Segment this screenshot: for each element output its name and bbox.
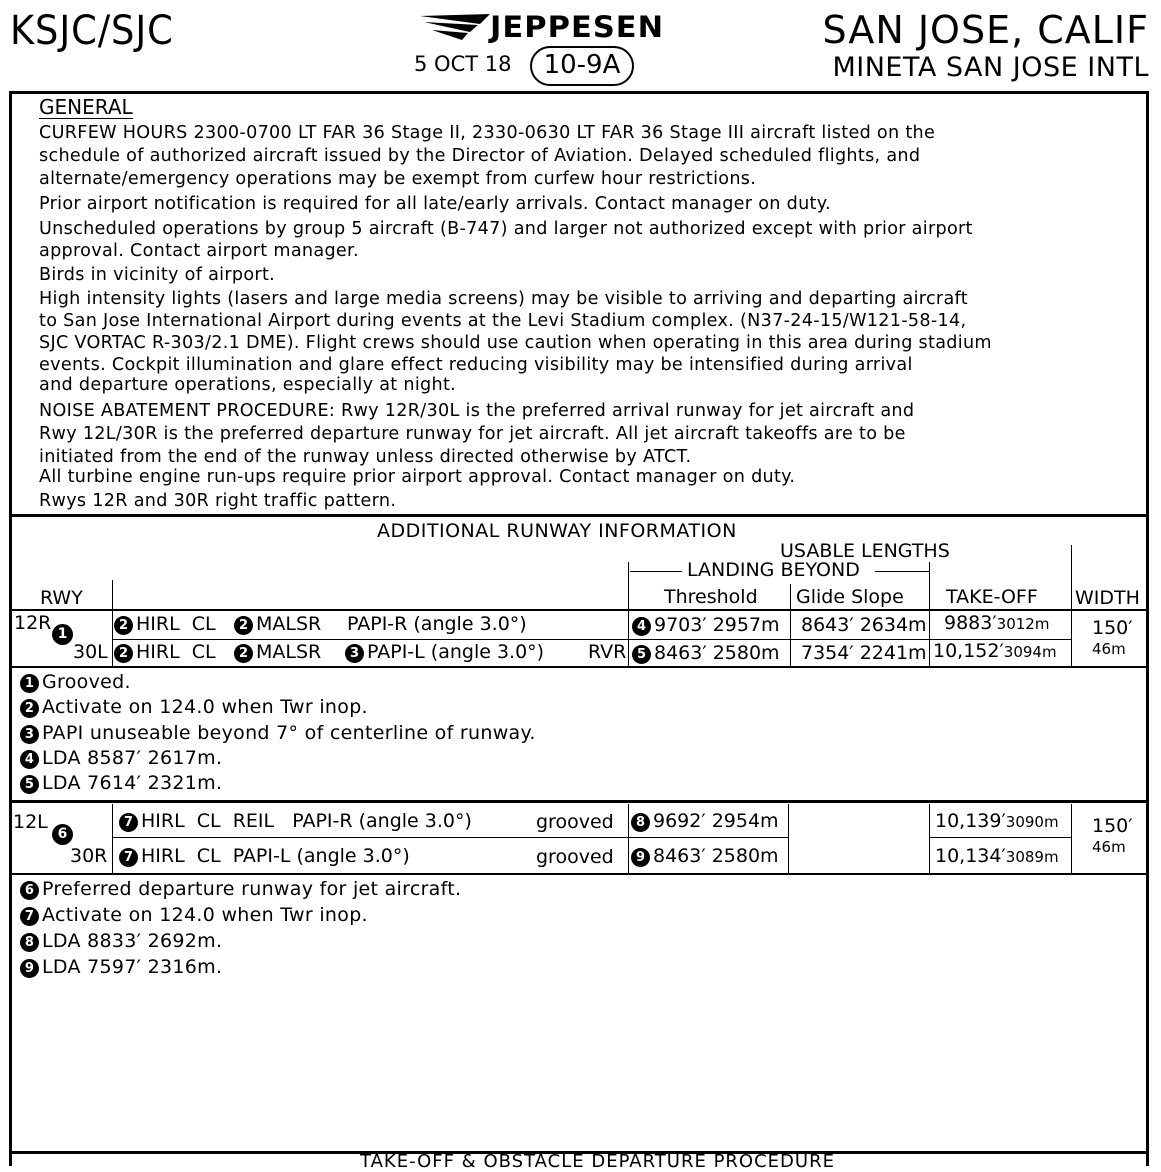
takeoff-m: 3089m — [1005, 848, 1059, 866]
general-line: alternate/emergency operations may be exempt from curfew hour restrictions. — [39, 169, 757, 189]
rwy-12r: 12R — [14, 612, 52, 634]
section-divider — [9, 514, 1149, 517]
general-line: NOISE ABATEMENT PROCEDURE: Rwy 12R/30L is the preferred arrival runway for jet aircraft and — [39, 401, 915, 421]
col-takeoff: TAKE-OFF — [946, 586, 1038, 608]
general-line: and departure operations, especially at night. — [39, 375, 457, 395]
footer-partial-title: TAKE-OFF & OBSTACLE DEPARTURE PROCEDURE — [360, 1151, 835, 1172]
takeoff-m: 3090m — [1005, 813, 1059, 831]
note-item — [20, 877, 461, 901]
lighting-row — [119, 810, 472, 832]
general-line: events. Cockpit illumination and glare effect reducing visibility may be intensified during arrival — [39, 355, 913, 375]
grid-line — [1071, 804, 1072, 874]
note-marker: 7 — [119, 848, 138, 867]
note-marker: 1 — [20, 674, 39, 693]
grid-line — [628, 610, 629, 666]
surface-text: grooved — [536, 846, 614, 868]
takeoff-m: 3094m — [1003, 643, 1057, 661]
grid-line — [9, 666, 1149, 668]
airport-ident: KSJC/SJC — [10, 8, 174, 54]
general-line: Rwy 12L/30R is the preferred departure runway for jet aircraft. All jet aircraft takeoffs are to be — [39, 424, 906, 444]
lighting-row — [114, 641, 216, 663]
note-marker: 8 — [631, 813, 650, 832]
threshold-text: 8463′ 2580m — [653, 845, 779, 867]
section-divider — [9, 800, 1149, 803]
usable-lengths-label: USABLE LENGTHS — [780, 540, 950, 562]
papi-row — [345, 641, 544, 663]
threshold-value — [632, 642, 780, 664]
takeoff-ft: 10,134′ — [935, 845, 1006, 867]
lights-text: HIRL CL — [136, 613, 216, 635]
approach-text: MALSR — [256, 641, 322, 663]
rwy-30l: 30L — [73, 641, 108, 663]
note-marker: 6 — [20, 881, 39, 900]
note-text: LDA 7614′ 2321m. — [42, 772, 223, 794]
note-text: Activate on 124.0 when Twr inop. — [42, 696, 368, 718]
note-marker: 2 — [114, 616, 133, 635]
general-line: schedule of authorized aircraft issued by the Director of Aviation. Delayed scheduled flights, and — [39, 146, 921, 166]
grid-line — [1071, 545, 1072, 610]
general-line: SJC VORTAC R-303/2.1 DME). Flight crews should use caution when operating in this area during stadium — [39, 333, 992, 353]
threshold-text: 8463′ 2580m — [654, 642, 780, 664]
takeoff-m: 3012m — [996, 615, 1050, 633]
note-marker: 7 — [20, 907, 39, 926]
takeoff-value — [944, 612, 1049, 634]
general-line: CURFEW HOURS 2300-0700 LT FAR 36 Stage II, 2330-0630 LT FAR 36 Stage III aircraft listed on the — [39, 123, 936, 143]
chart-number: 10-9A — [530, 46, 634, 86]
jeppesen-logo — [420, 10, 680, 44]
grid-line — [788, 804, 789, 874]
note-item — [20, 929, 222, 953]
note-item — [20, 955, 222, 979]
general-line: High intensity lights (lasers and large media screens) may be visible to arriving and departing aircraft — [39, 289, 968, 309]
note-marker: 3 — [345, 644, 364, 663]
grid-line — [9, 873, 1149, 875]
threshold-value — [631, 810, 779, 832]
approach-text: MALSR — [256, 613, 322, 635]
grid-line — [112, 639, 1071, 640]
grid-line — [929, 804, 930, 874]
note-text: LDA 7597′ 2316m. — [42, 956, 223, 978]
width-ft: 150′ — [1092, 617, 1133, 639]
note-item — [20, 721, 536, 745]
note-item — [20, 670, 131, 694]
grid-line — [112, 580, 113, 610]
note-item — [20, 695, 368, 719]
lights-text: HIRL CL PAPI-L (angle 3.0°) — [141, 845, 410, 867]
general-line: Unscheduled operations by group 5 aircraft (B-747) and larger not authorized except with prior airport — [39, 219, 973, 239]
brand-name: JEPPESEN — [490, 10, 665, 44]
takeoff-value — [933, 640, 1057, 662]
grid-line — [112, 804, 113, 874]
note-marker: 2 — [20, 699, 39, 718]
rwy-30r: 30R — [70, 845, 108, 867]
general-line: to San Jose International Airport during events at the Levi Stadium complex. (N37-24-15/W121-58-14, — [39, 311, 967, 331]
grid-line — [112, 610, 113, 666]
threshold-value — [631, 845, 779, 867]
col-rwy: RWY — [40, 587, 83, 609]
general-line: Prior airport notification is required for all late/early arrivals. Contact manager on duty. — [39, 194, 831, 214]
papi-text: PAPI-L (angle 3.0°) — [367, 641, 545, 663]
width-m: 46m — [1092, 838, 1126, 856]
general-title: GENERAL — [39, 95, 133, 119]
lights-text: HIRL CL — [136, 641, 216, 663]
takeoff-value — [935, 810, 1059, 832]
grid-line — [112, 837, 788, 838]
takeoff-ft: 9883′ — [944, 612, 997, 634]
rvr-label: RVR — [588, 641, 627, 663]
note-marker: 9 — [631, 848, 650, 867]
approach-lights — [234, 641, 321, 663]
col-glide-slope: Glide Slope — [796, 586, 904, 608]
note-marker: 2 — [234, 644, 253, 663]
grid-line — [9, 609, 1149, 611]
lighting-row — [119, 845, 410, 867]
general-line: All turbine engine run-ups require prior airport approval. Contact manager on duty. — [39, 467, 796, 487]
note-marker: 9 — [20, 959, 39, 978]
grid-line — [929, 610, 930, 666]
airport-name: MINETA SAN JOSE INTL — [832, 52, 1149, 83]
col-width: WIDTH — [1075, 587, 1140, 609]
note-item — [20, 903, 368, 927]
landing-beyond-label: LANDING BEYOND — [687, 559, 860, 581]
general-line: Rwys 12R and 30R right traffic pattern. — [39, 491, 397, 511]
note-marker: 2 — [234, 616, 253, 635]
lighting-row — [114, 613, 216, 635]
threshold-value — [632, 614, 780, 636]
grid-line — [790, 610, 791, 666]
surface-text: grooved — [536, 811, 614, 833]
papi-text: PAPI-R (angle 3.0°) — [347, 613, 527, 635]
landing-bracket-right — [875, 571, 929, 572]
grid-line — [929, 562, 930, 610]
note-text: Grooved. — [42, 671, 131, 693]
takeoff-ft: 10,152′ — [933, 640, 1004, 662]
grid-line — [628, 562, 629, 610]
glide-slope-value: 7354′ 2241m — [801, 642, 927, 664]
lights-text: HIRL CL REIL PAPI-R (angle 3.0°) — [141, 810, 472, 832]
grid-line — [628, 804, 629, 874]
note-marker: 6 — [52, 824, 73, 845]
note-marker: 4 — [632, 617, 651, 636]
takeoff-value — [935, 845, 1059, 867]
city-name: SAN JOSE, CALIF — [822, 8, 1149, 52]
note-marker: 7 — [119, 813, 138, 832]
runway-info-title: ADDITIONAL RUNWAY INFORMATION — [377, 520, 737, 542]
glide-slope-value: 8643′ 2634m — [801, 614, 927, 636]
note-marker: 5 — [632, 645, 651, 664]
takeoff-ft: 10,139′ — [935, 810, 1006, 832]
note-text: LDA 8587′ 2617m. — [42, 747, 223, 769]
note-marker: 1 — [52, 624, 73, 645]
landing-bracket-left — [630, 571, 682, 572]
grid-line — [1071, 610, 1072, 666]
note-text: Activate on 124.0 when Twr inop. — [42, 904, 368, 926]
note-text: LDA 8833′ 2692m. — [42, 930, 223, 952]
rwy-12l: 12L — [13, 811, 48, 833]
threshold-text: 9692′ 2954m — [653, 810, 779, 832]
note-text: PAPI unuseable beyond 7° of centerline of runway. — [42, 722, 536, 744]
note-marker: 8 — [20, 933, 39, 952]
threshold-text: 9703′ 2957m — [654, 614, 780, 636]
note-marker: 3 — [20, 725, 39, 744]
note-item — [20, 771, 222, 795]
general-line: initiated from the end of the runway unless directed otherwise by ATCT. — [39, 447, 692, 467]
width-m: 46m — [1092, 640, 1126, 658]
note-text: Preferred departure runway for jet aircraft. — [42, 878, 462, 900]
grid-line — [790, 584, 791, 610]
note-marker: 4 — [20, 750, 39, 769]
chart-date: 5 OCT 18 — [414, 52, 512, 76]
note-marker: 2 — [114, 644, 133, 663]
approach-lights — [234, 613, 321, 635]
grid-line — [929, 837, 1071, 838]
note-marker: 5 — [20, 775, 39, 794]
general-line: approval. Contact airport manager. — [39, 241, 359, 261]
col-threshold: Threshold — [664, 586, 758, 608]
width-ft: 150′ — [1092, 815, 1133, 837]
jeppesen-swoosh-icon — [420, 10, 492, 44]
general-line: Birds in vicinity of airport. — [39, 265, 276, 285]
note-item — [20, 746, 222, 770]
